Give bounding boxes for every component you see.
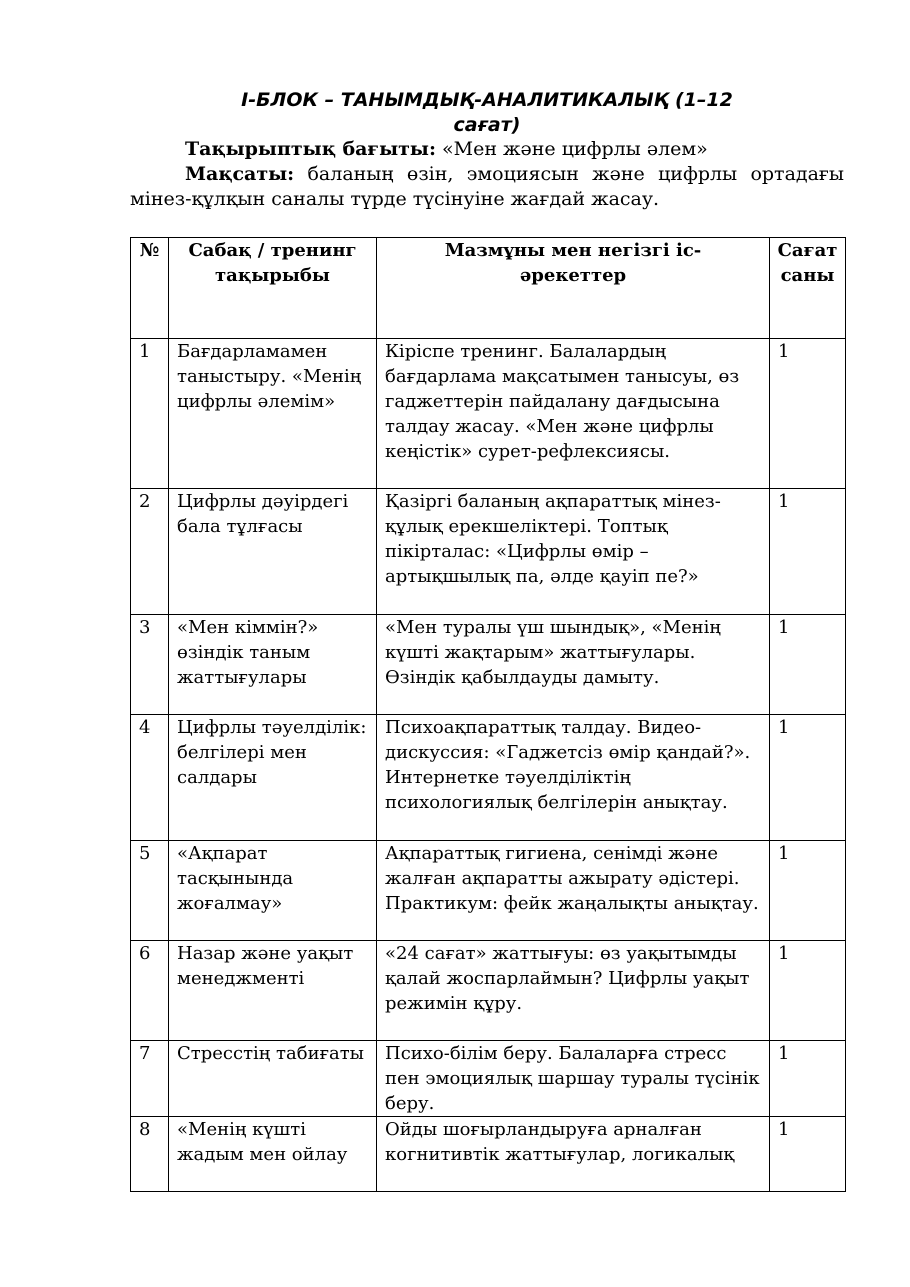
direction-label: Тақырыптық бағыты: xyxy=(185,138,436,160)
row-hours: 1 xyxy=(770,841,846,941)
row-content: Психоақпараттық талдау. Видео-дискуссия: «Гаджетсіз өмір қандай?». Интернетке тәуелділіктің психологиялық белгілерін анықтау. xyxy=(377,715,770,841)
table-row xyxy=(131,941,846,1041)
header-content: Мазмұны мен негізгі іс-әрекеттер xyxy=(377,238,770,339)
table-row xyxy=(131,841,846,941)
lesson-table xyxy=(130,237,846,1192)
row-hours: 1 xyxy=(770,715,846,841)
table-row xyxy=(131,489,846,615)
row-topic: Стресстің табиғаты xyxy=(169,1041,377,1117)
row-hours: 1 xyxy=(770,339,846,489)
row-content: Ойды шоғырландыруға арналған когнитивтік жаттығулар, логикалық xyxy=(377,1117,770,1192)
row-topic: Назар және уақыт менеджменті xyxy=(169,941,377,1041)
row-number: 6 xyxy=(131,941,169,1041)
block-title-line1: I-БЛОК – ТАНЫМДЫҚ-АНАЛИТИКАЛЫҚ (1–12 xyxy=(241,89,733,111)
row-number: 1 xyxy=(131,339,169,489)
row-number: 8 xyxy=(131,1117,169,1192)
row-topic: Бағдарламамен таныстыру. «Менің цифрлы әлемім» xyxy=(169,339,377,489)
goal-label: Мақсаты: xyxy=(185,163,295,185)
row-content: Ақпараттық гигиена, сенімді және жалған ақпаратты ажырату әдістері. Практикум: фейк жаңалықты анықтау. xyxy=(377,841,770,941)
goal-paragraph xyxy=(130,162,844,212)
row-number: 7 xyxy=(131,1041,169,1117)
thematic-direction xyxy=(130,137,844,162)
header-topic: Сабақ / тренинг тақырыбы xyxy=(169,238,377,339)
row-content: Қазіргі баланың ақпараттық мінез-құлық ерекшеліктері. Топтық пікірталас: «Цифрлы өмір – артықшылық па, әлде қауіп пе?» xyxy=(377,489,770,615)
row-content: «Мен туралы үш шындық», «Менің күшті жақтарым» жаттығулары. Өзіндік қабылдауды дамыту. xyxy=(377,615,770,715)
row-hours: 1 xyxy=(770,489,846,615)
table-row xyxy=(131,1041,846,1117)
goal-text: баланың өзін, эмоциясын және цифрлы ортадағы мінез-құлқын саналы түрде түсінуіне жағдай жасау. xyxy=(130,163,844,210)
direction-text: «Мен және цифрлы әлем» xyxy=(435,138,708,160)
row-content: Психо-білім беру. Балаларға стресс пен эмоциялық шаршау туралы түсінік беру. xyxy=(377,1041,770,1117)
table-row xyxy=(131,715,846,841)
row-hours: 1 xyxy=(770,1117,846,1192)
table-header-row xyxy=(131,238,846,339)
block-title-line2: сағат) xyxy=(453,114,521,136)
row-number: 5 xyxy=(131,841,169,941)
row-hours: 1 xyxy=(770,1041,846,1117)
row-hours: 1 xyxy=(770,941,846,1041)
header-hours: Сағат саны xyxy=(770,238,846,339)
row-number: 3 xyxy=(131,615,169,715)
row-topic: Цифрлы тәуелділік: белгілері мен салдары xyxy=(169,715,377,841)
header-number: № xyxy=(131,238,169,339)
row-topic: «Ақпарат тасқынында жоғалмау» xyxy=(169,841,377,941)
row-topic: Цифрлы дәуірдегі бала тұлғасы xyxy=(169,489,377,615)
row-content: «24 сағат» жаттығуы: өз уақытымды қалай жоспарлаймын? Цифрлы уақыт режимін құру. xyxy=(377,941,770,1041)
row-number: 4 xyxy=(131,715,169,841)
row-topic: «Менің күшті жадым мен ойлау xyxy=(169,1117,377,1192)
table-row xyxy=(131,1117,846,1192)
row-hours: 1 xyxy=(770,615,846,715)
table-row xyxy=(131,339,846,489)
row-content: Кіріспе тренинг. Балалардың бағдарлама мақсатымен танысуы, өз гаджеттерін пайдалану дағдысына талдау жасау. «Мен және цифрлы кеңістік» сурет-рефлексиясы. xyxy=(377,339,770,489)
row-number: 2 xyxy=(131,489,169,615)
table-row xyxy=(131,615,846,715)
row-topic: «Мен кіммін?» өзіндік таным жаттығулары xyxy=(169,615,377,715)
